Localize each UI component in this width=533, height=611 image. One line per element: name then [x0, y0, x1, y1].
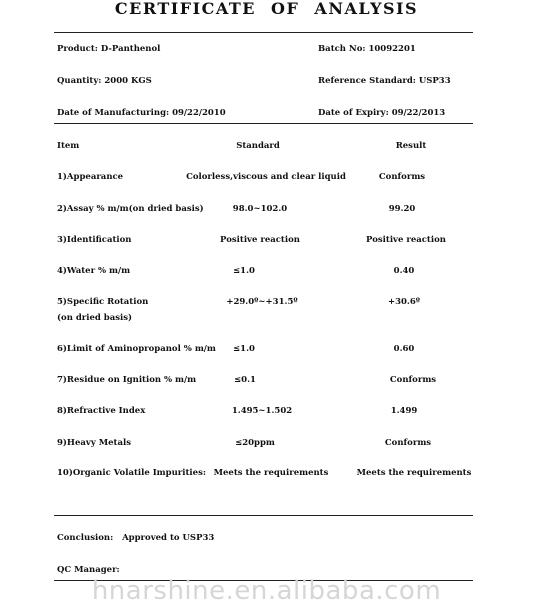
row-item: 10)Organic Volatile Impurities: — [57, 468, 206, 478]
row-standard: ≤1.0 — [233, 344, 255, 354]
row-standard: 1.495~1.502 — [231, 406, 293, 416]
row-item: 4)Water % m/m — [57, 266, 131, 276]
row-item: 5)Specific Rotation — [57, 297, 149, 307]
row-result: Conforms — [378, 172, 426, 182]
row-item: 3)Identification — [57, 235, 132, 245]
column-header-result: Result — [395, 141, 427, 151]
row-result: Conforms — [389, 375, 437, 385]
table-end-rule — [54, 515, 473, 516]
column-header-standard: Standard — [236, 141, 280, 151]
document-title: CERTIFICATE OF ANALYSIS — [114, 0, 419, 18]
row-item: 8)Refractive Index — [57, 406, 146, 416]
row-standard: ≤1.0 — [233, 266, 255, 276]
qc-manager-label: QC Manager: — [57, 565, 120, 575]
watermark-text: hnarshine.en.alibaba.com — [91, 576, 442, 606]
row-result: +30.6º — [387, 297, 421, 307]
row-standard: +29.0º~+31.5º — [226, 297, 298, 307]
row-result: Conforms — [384, 438, 432, 448]
manufacturing-date-field: Date of Manufacturing: 09/22/2010 — [57, 108, 226, 118]
row-item: 1)Appearance — [57, 172, 124, 182]
column-header-item: Item — [57, 141, 80, 151]
batch-field: Batch No: 10092201 — [318, 44, 416, 54]
row-standard: ≤0.1 — [234, 375, 256, 385]
row-standard: Meets the requirements — [213, 468, 329, 478]
quantity-field: Quantity: 2000 KGS — [57, 76, 152, 86]
row-result: 99.20 — [388, 204, 416, 214]
top-rule — [54, 32, 473, 33]
row-item: 6)Limit of Aminopropanol % m/m — [57, 344, 216, 354]
row-item-subtext: (on dried basis) — [57, 313, 133, 323]
header-rule — [54, 123, 473, 124]
conclusion-text: Conclusion: Approved to USP33 — [57, 533, 215, 543]
row-result: Positive reaction — [366, 235, 446, 245]
row-standard: Positive reaction — [220, 235, 300, 245]
row-item: 9)Heavy Metals — [57, 438, 131, 448]
row-item: 2)Assay % m/m(on dried basis) — [57, 204, 204, 214]
reference-standard-field: Reference Standard: USP33 — [318, 76, 451, 86]
row-result: 0.60 — [393, 344, 415, 354]
row-standard: Colorless,viscous and clear liquid — [186, 172, 346, 182]
row-result: Meets the requirements — [356, 468, 472, 478]
product-field: Product: D-Panthenol — [57, 44, 161, 54]
row-result: 1.499 — [390, 406, 418, 416]
expiry-date-field: Date of Expiry: 09/22/2013 — [318, 108, 446, 118]
row-item: 7)Residue on Ignition % m/m — [57, 375, 197, 385]
row-result: 0.40 — [393, 266, 415, 276]
row-standard: ≤20ppm — [235, 438, 275, 448]
row-standard: 98.0~102.0 — [232, 204, 288, 214]
